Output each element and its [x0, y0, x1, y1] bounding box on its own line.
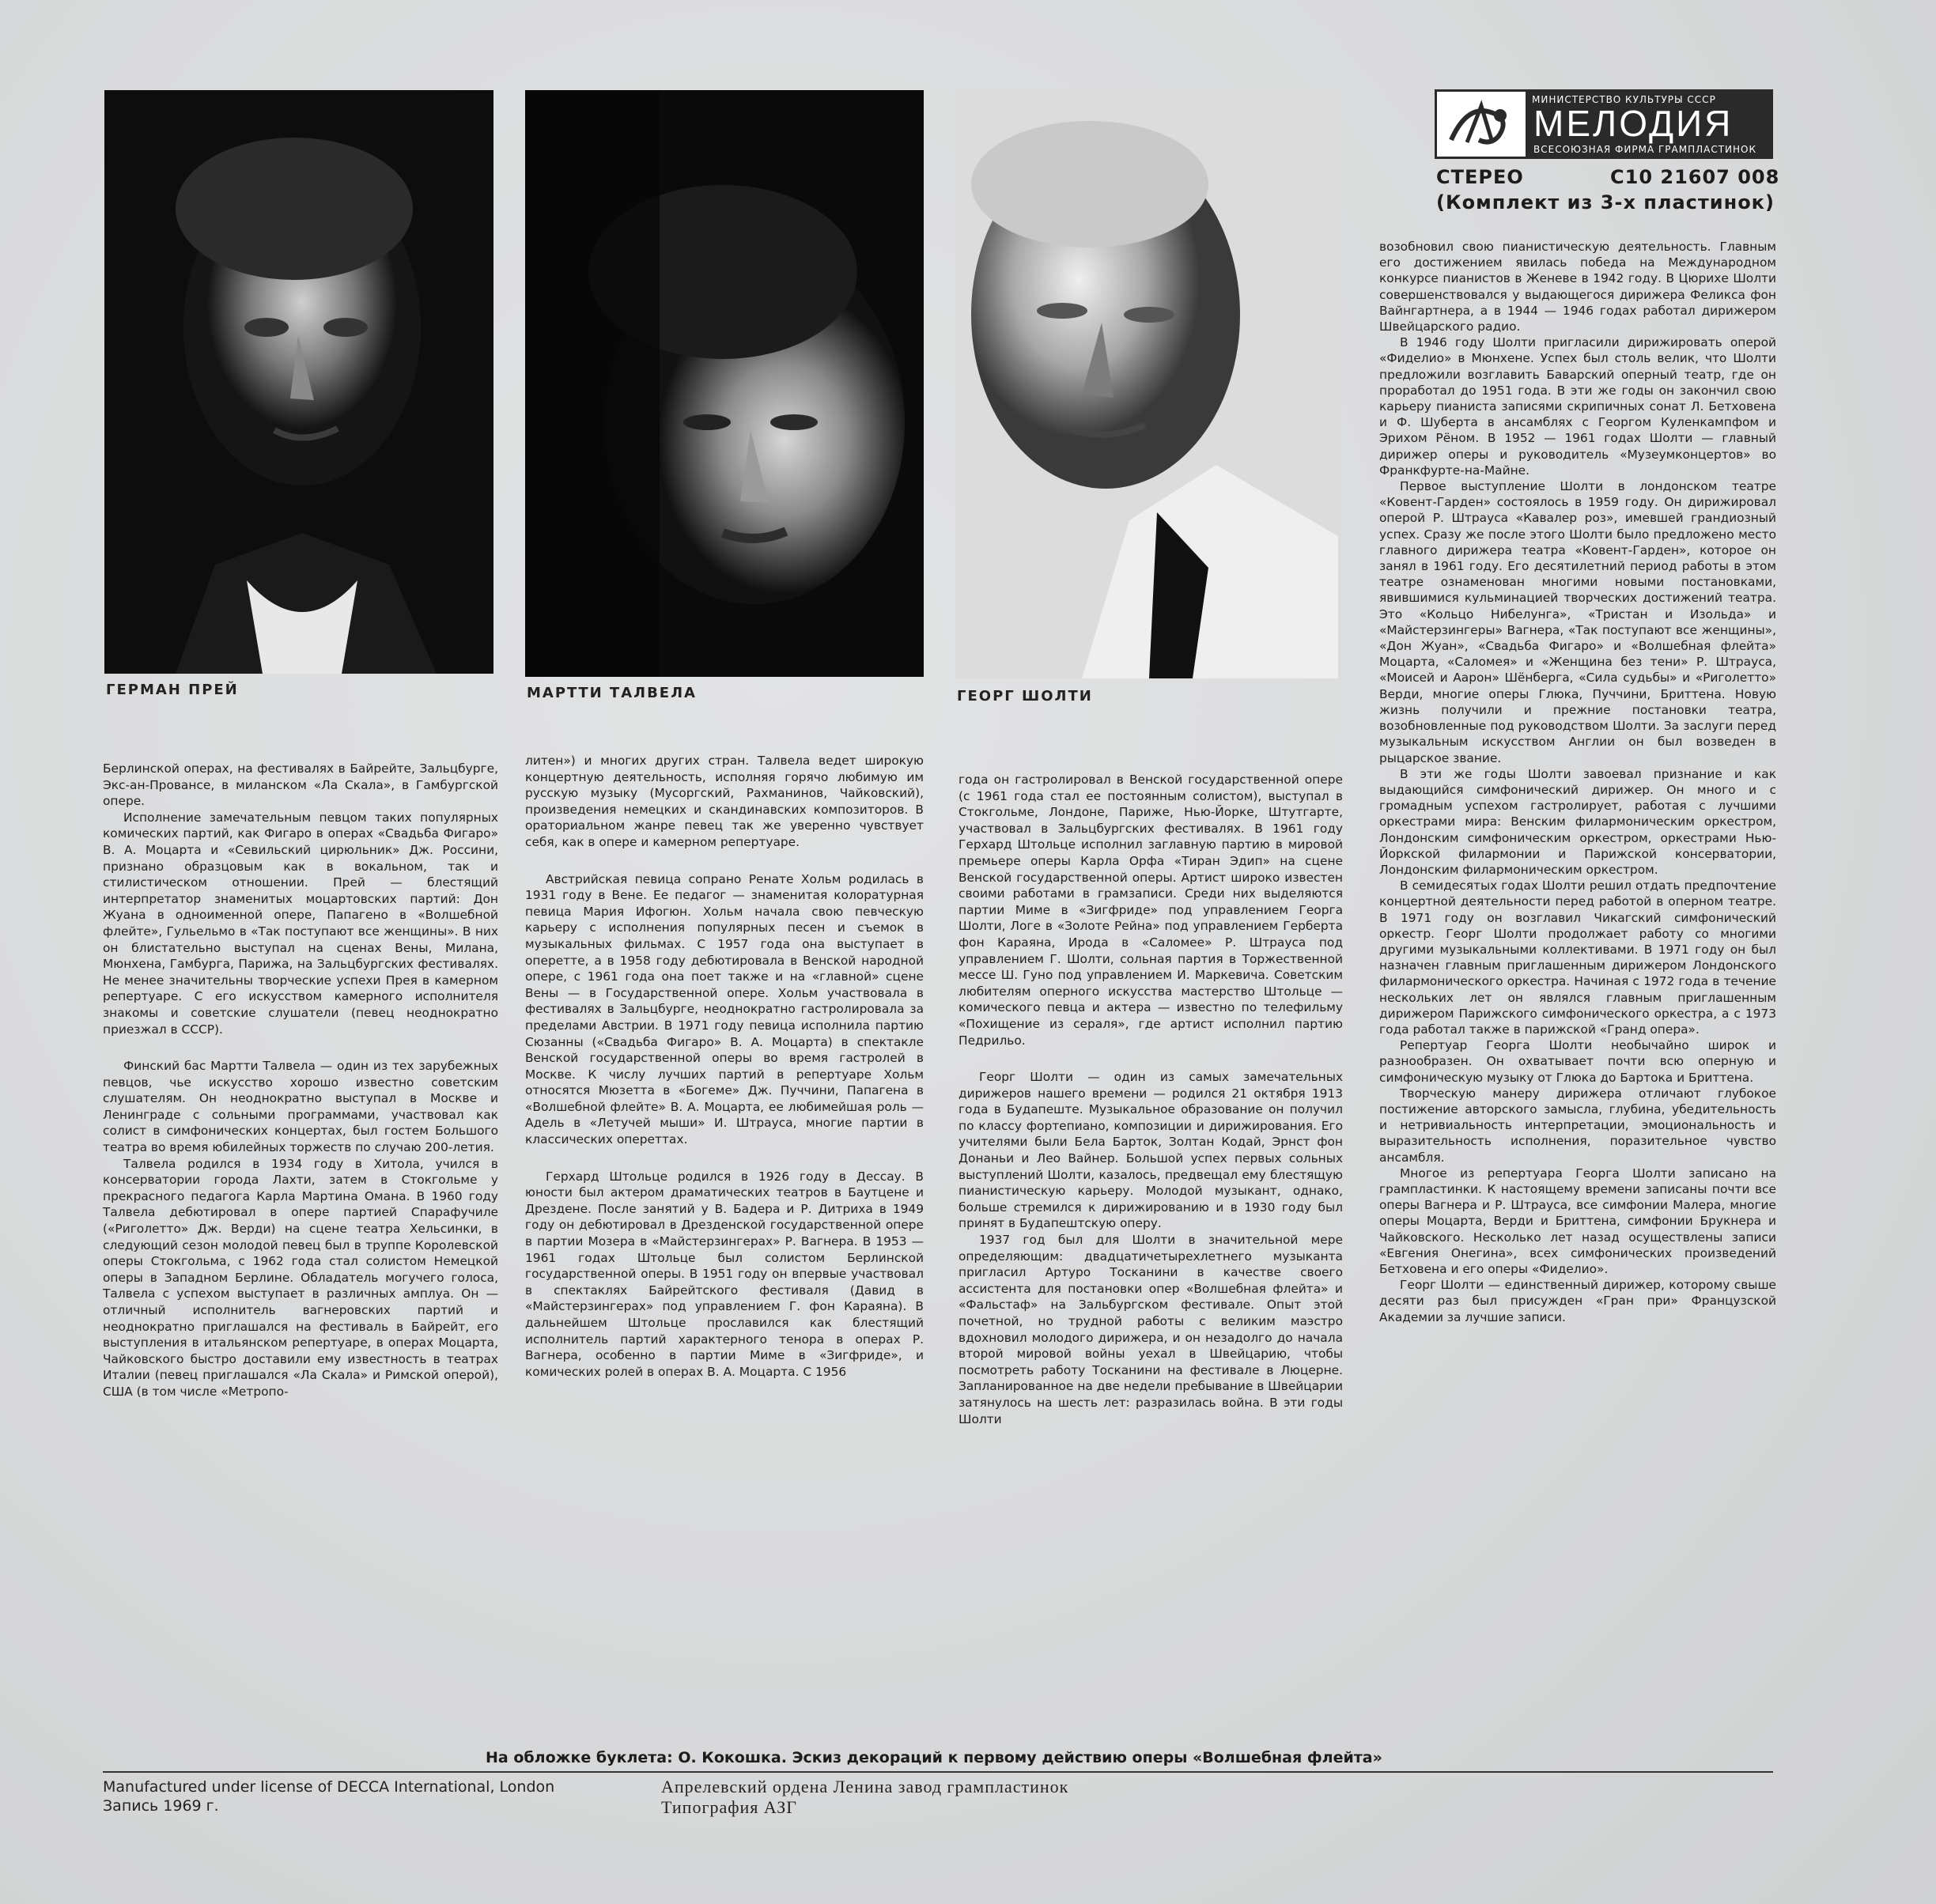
text-column-4: [1379, 239, 1776, 1325]
paragraph: Исполнение замечательным певцом таких популярных комических партий, как Фигаро в операх «Свадьба Фигаро» В. А. Моцарта и «Севильский цирюльник» Дж. Россини, признано образцовым как в вокальном, так и стилистическом отношении. Прей — блестящий интерпретатор знаменитых моцартовских партий: Дон Жуана в одноименной опере, Папагено в «Волшебной флейте», Гульельмо в «Так поступают все женщины». В них он блистательно выступал на сценах Вены, Милана, Мюнхена, Гамбурга, Парижа, на Зальцбургских фестивалях. Не менее значительны творческие успехи Прея в камерном репертуаре. С его искусством камерного исполнителя знакомы и советские слушатели (певец неоднократно приезжал в СССР).: [103, 810, 498, 1037]
logo-brand-text: МЕЛОДИЯ: [1533, 103, 1734, 144]
printer-name: Типография АЗГ: [661, 1797, 797, 1817]
paragraph: Финский бас Мартти Талвела — один из тех зарубежных певцов, чье искусство хорошо известно советским слушателям. Он неоднократно выступал в Москве и Ленинграде с сольными программами, участвовал как солист в симфонических концертах, был гостем Большого театра во время юбилейных торжеств по случаю 200-летия.: [103, 1059, 498, 1155]
paragraph: Первое выступление Шолти в лондонском театре «Ковент-Гарден» состоялось в 1959 году. Он дирижировал оперой Р. Штрауса «Кавалер роз», имевшей грандиозный успех. Сразу же после этого Шолти было предложено место главного дирижера театра «Ковент-Гарден», которое он занял в 1961 году. Его десятилетний период работы в этом театре ознаменован многими новыми постановками, явившимися кульминацией творческих достижений театра. Это «Кольцо Нибелунга», «Тристан и Изольда» и «Майстерзингеры» Вагнера, «Так поступают все женщины», «Дон Жуан», «Свадьба Фигаро» и «Волшебная флейта» Моцарта, «Саломея» и «Женщина без тени» Р. Штрауса, «Моисей и Аарон» Шёнберга, «Сила судьбы» и «Риголетто» Верди, многие оперы Глюка, Пуччини, Бриттена. Новую жизнь получили и прежние постановки театра, возобновленные под руководством Шолти. За заслуги перед музыкальным искусством Англии он был возведен в рыцарское звание.: [1379, 479, 1776, 765]
stereo-label: СТЕРЕО: [1436, 166, 1524, 188]
cover-note: На обложке буклета: О. Кокошка. Эскиз декораций к первому действию оперы «Волшебная флейта»: [486, 1749, 1382, 1766]
paragraph: возобновил свою пианистическую деятельность. Главным его достижением явилась победа на Международном конкурсе пианистов в Женеве в 1942 году. В Цюрихе Шолти совершенствовался у выдающегося дирижера Феликса фон Вайнгартнера, а в 1944 — 1946 годах работал дирижером Швейцарского радио.: [1379, 240, 1776, 334]
caption-prey: ГЕРМАН ПРЕЙ: [106, 682, 239, 698]
catalog-number: С10 21607 008: [1610, 166, 1780, 188]
logo-ministry-text: МИНИСТЕРСТВО КУЛЬТУРЫ СССР: [1532, 94, 1716, 105]
text-column-3: [959, 772, 1343, 1427]
paragraph: года он гастролировал в Венской государственной опере (с 1961 года стал ее постоянным солистом), выступал в Стокгольме, Лондоне, Париже, Нью-Йорке, Штутгарте, участвовал в Зальцбургских фестивалях. В 1961 году Герхард Штольце исполнил заглавную партию в мировой премьере оперы Карла Орфа «Тиран Эдип» на сцене Венской государственной оперы. Артист широко известен своими работами в грамзаписи. Среди них выделяются партии Миме в «Зигфриде» под управлением Георга Шолти, Логе в «Золоте Рейна» под управлением Герберта фон Караяна, Ирода в «Саломее» Р. Штрауса под управлением Г. Шолти, сольная партия в Торжественной мессе Ш. Гуно под управлением И. Маркевича. Советским любителям оперного искусства мастерство Штольце — комического певца и актера — известно по телефильму «Похищение из сераля», где артист исполнил партию Педрильо.: [959, 773, 1343, 1048]
paragraph: В эти же годы Шолти завоевал признание и как выдающийся симфонический дирижер. Он много и с громадным успехом гастролирует, работая с лучшими оркестрами мира: Венским филармоническим оркестром, Лондонским симфоническим оркестром, оркестрами Нью-Йоркской филармонии и Парижской консерватории, Лондонским филармоническим оркестром.: [1379, 766, 1776, 877]
paragraph: Австрийская певица сопрано Ренате Хольм родилась в 1931 году в Вене. Ее педагог — знаменитая колоратурная певица Мария Ифогюн. Хольм начала свою певческую карьеру с исполнения популярных песен и съемок в музыкальных фильмах. С 1957 года она выступает в оперетте, а в 1958 году дебютировала в Венской народной опере, с 1961 года она поет также и на «главной» сцене Вены — в Государственной опере. Хольм участвовала в фестивалях в Зальцбурге, неоднократно гастролировала за пределами Австрии. В 1971 году певица исполнила партию Сюзанны («Свадьба Фигаро» В. А. Моцарта) в спектакле Венской государственной оперы во время гастролей в Москве. К числу лучших партий в репертуаре Хольм относятся Мюзетта в «Богеме» Дж. Пуччини, Папагена в «Волшебной флейте» В. А. Моцарта, ее любимейшая роль — Адель в «Летучей мыши» И. Штрауса, многие партии в классических опереттах.: [525, 871, 924, 1147]
paragraph: В 1946 году Шолти пригласили дирижировать оперой «Фиделио» в Мюнхене. Успех был столь велик, что Шолти предложили возглавить Баварский оперный театр, где он проработал до 1951 года. В эти же годы он закончил свою карьеру пианиста записями скрипичных сонат Л. Бетховена и Ф. Шуберта в ансамблях с Георгом Куленкампфом и Эрихом Рёном. В 1952 — 1961 годах Шолти — главный дирижер оперы и руководитель «Музеумконцертов» во Франкфурте-на-Майне.: [1379, 335, 1776, 478]
paragraph: Талвела родился в 1934 году в Хитола, учился в консерватории города Лахти, затем в Стокгольме у прекрасного педагога Карла Мартина Омана. В 1960 году Талвела дебютировал в опере партией Спарафучиле («Риголетто» Дж. Верди) на сцене театра Хельсинки, в следующий сезон молодой певец был в труппе Королевской оперы Стокгольма, с 1962 года стал солистом Немецкой оперы в Западном Берлине. Обладатель могучего голоса, Талвела с успехом выступает в различных амплуа. Он — отличный исполнитель вагнеровских партий и неоднократно приглашался на фестиваль в Байрейт, его выступления в итальянском репертуаре, в операх Моцарта, Чайковского быстро доставили ему известность в театрах Италии (певец приглашался «Ла Скала» и Римской оперой), США (в том числе «Метропо-: [103, 1156, 498, 1399]
footer-divider: [103, 1771, 1773, 1773]
logo-firm-text: ВСЕСОЮЗНАЯ ФИРМА ГРАМПЛАСТИНОК: [1533, 144, 1757, 155]
text-column-1: [103, 761, 498, 1400]
paragraph: Герхард Штольце родился в 1926 году в Дессау. В юности был актером драматических театров в Баутцене и Дрездене. После занятий у В. Бадера и Р. Дитриха в 1949 году он дебютировал в Дрезденской государственной опере в партии Мозера в «Майстерзингерах» Р. Вагнера. В 1953 — 1961 годах Штольце был солистом Берлинской государственной оперы. В 1951 году он впервые участвовал в спектаклях Байрейтского фестиваля (Давид в «Майстерзингерах» под управлением Г. фон Караяна). В дальнейшем Штольце прославился как блестящий исполнитель партий характерного тенора в операх Р. Вагнера, особенно в партии Миме в «Зигфриде», и комических ролей в операх В. А. Моцарта. С 1956: [525, 1169, 924, 1379]
paragraph: Георг Шолти — один из самых замечательных дирижеров нашего времени — родился 21 октября 1913 года в Будапеште. Музыкальное образование он получил по классу фортепиано, композиции и дирижирования. Его учителями были Бела Барток, Золтан Кодай, Эрнст фон Донаньи и Лео Вайнер. Большой успех первых сольных выступлений Шолти, казалось, предвещал ему блестящую пианистическую карьеру. Молодой музыкант, однако, больше стремился к дирижированию и в 1930 году был принят в Будапештскую оперу.: [959, 1070, 1343, 1231]
plant-name: Апрелевский ордена Ленина завод грампластинок: [661, 1777, 1069, 1796]
melodiya-logo: [1435, 89, 1773, 159]
portrait-photo-talvela: [525, 90, 924, 677]
paragraph: В семидесятых годах Шолти решил отдать предпочтение концертной деятельности перед работой в оперном театре. В 1971 году он возглавил Чикагский симфонический оркестр. Георг Шолти продолжает работу со многими другими музыкальными коллективами. В 1971 году он был назначен главным приглашенным дирижером Лондонского филармонического оркестра. Начиная с 1972 года в течение нескольких лет он являлся главным приглашенным дирижером Парижского симфонического оркестра, а с 1973 года работал также в парижской «Гранд опера».: [1379, 878, 1776, 1037]
text-column-2: [525, 753, 924, 1380]
license-text: Manufactured under license of DECCA International, London: [103, 1778, 555, 1796]
caption-talvela: МАРТТИ ТАЛВЕЛА: [527, 685, 697, 701]
paragraph: Георг Шолти — единственный дирижер, которому свыше десяти раз был присужден «Гран при» Французской Академии за лучшие записи.: [1379, 1278, 1776, 1324]
paragraph: литен») и многих других стран. Талвела ведет широкую концертную деятельность, исполняя горячо любимую им русскую музыку (Мусоргский, Рахманинов, Чайковский), произведения немецких и скандинавских композиторов. В ораториальном жанре певец так же уверенно чувствует себя, как в опере и камерном репертуаре.: [525, 754, 924, 849]
paragraph: Многое из репертуара Георга Шолти записано на грампластинки. К настоящему времени записаны почти все оперы Вагнера и Р. Штрауса, все симфонии Малера, многие оперы Моцарта, Верди и Бриттена, симфонии Брукнера и Чайковского. Несколько лет назад осуществлены записи «Евгения Онегина», всех симфонических произведений Бетховена и его оперы «Фиделио».: [1379, 1165, 1776, 1276]
paragraph: 1937 год был для Шолти в значительной мере определяющим: двадцатичетырехлетнего музыканта пригласил Артуро Тосканини в качестве своего ассистента для постановки опер «Волшебная флейта» и «Фальстаф» на Зальбургском фестивале. Опыт этой почетной, но трудной работы с великим маэстро вдохновил молодого дирижера, и он незадолго до начала второй мировой войны уехал в Швейцарию, чтобы посмотреть работу Тосканини на фестивале в Люцерне. Запланированное на две недели пребывание в Швейцарии затянулось на шесть лет: разразилась война. В эти годы Шолти: [959, 1233, 1343, 1426]
recording-year: Запись 1969 г.: [103, 1797, 219, 1815]
melodiya-emblem-icon: [1437, 92, 1526, 157]
paragraph: Репертуар Георга Шолти необычайно широк и разнообразен. Он охватывает почти всю оперную и симфоническую музыку от Глюка до Бартока и Бриттена.: [1379, 1038, 1776, 1085]
caption-solti: ГЕОРГ ШОЛТИ: [957, 688, 1093, 705]
portrait-photo-prey: [104, 90, 493, 674]
paragraph: Берлинской операх, на фестивалях в Байрейте, Зальцбурге, Экс-ан-Провансе, в миланском «Ла Скала», в Гамбургской опере.: [103, 761, 498, 809]
set-note: (Комплект из 3-х пластинок): [1436, 191, 1775, 213]
portrait-photo-solti: [955, 93, 1338, 678]
paragraph: Творческую манеру дирижера отличают глубокое постижение авторского замысла, глубина, убедительность и нетривиальность интерпретации, эмоциональность и выразительность исполнения, поразительное чувство ансамбля.: [1379, 1086, 1776, 1165]
